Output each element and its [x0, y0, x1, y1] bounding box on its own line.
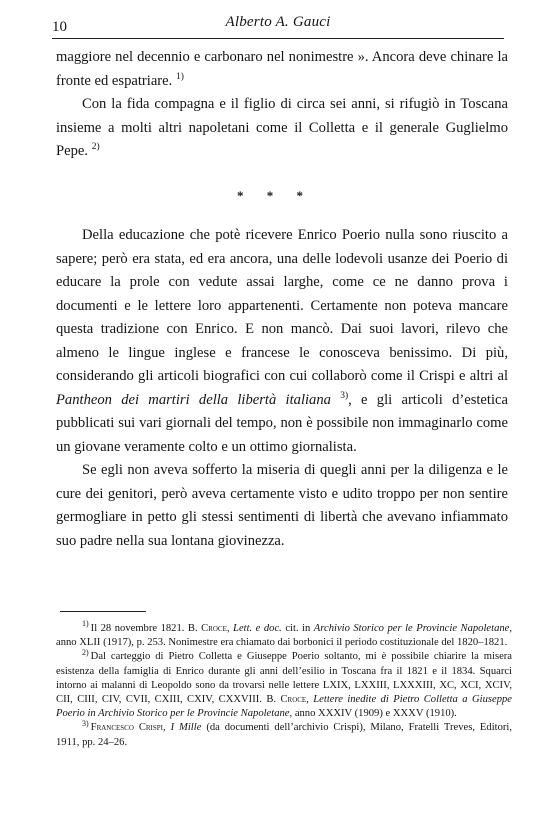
paragraph-text: Con la fida compagna e il figlio di circa sei anni, si rifugiò in Toscana insieme a molti altri napoletani come il Colletta e il generale Guglielmo Pepe.: [56, 96, 508, 159]
italic-title: Pantheon dei martiri della libertà italiana: [56, 391, 331, 408]
paragraph: [56, 93, 508, 164]
footnote-text: (da documenti dell’archivio Crispi), Milano, Fratelli Treves, Editori, 1911, pp. 24–26.: [56, 722, 512, 748]
footnote-rule: [60, 611, 146, 612]
footnote-ref-2[interactable]: 2): [91, 142, 100, 153]
italic-title: Lett. e doc.: [233, 623, 282, 634]
paragraph: [56, 46, 508, 93]
footnote-text: ,: [163, 722, 171, 734]
paragraph: [56, 459, 508, 553]
header-rule: [52, 38, 504, 39]
italic-title: I Mille: [170, 722, 202, 734]
page-number: 10: [52, 19, 67, 35]
footnote-mark: 3): [82, 718, 89, 728]
author-name: Croce: [280, 694, 307, 706]
footnote-text: ,: [226, 623, 234, 634]
footnote-text: , anno XLII (1917), p. 253. Nonimestre era chiamato dai borbonici il periodo costituzionale del 1820–1821.: [56, 623, 513, 649]
footnote-mark: 1): [82, 619, 89, 629]
author-name: Francesco Crispi: [90, 722, 164, 734]
footnote-text: cit. in: [281, 623, 314, 634]
author-name: Croce: [201, 623, 227, 634]
footnote-text: Dal carteggio di Pietro Colletta e Giuseppe Poerio soltanto, mi è possibile chiarire la misera esistenza della famiglia di Enrico durante gli anni dell’esilio in Toscana fra il 1821 e il 1834. Squarci intorno ai malanni di Leopoldo sono da trovarsi nelle lettere LXIX, LXXIII, LXXXIII, XC, XCI, XCIV, CII, CIII, CIV, CVII, CXIII, CXIV, CXXVIII. B.: [56, 651, 512, 706]
section-separator: * * *: [237, 188, 313, 203]
italic-title: Lettere inedite di Pietro Colletta a Giuseppe Poerio in Archivio Storico per le Provincie Napoletane: [56, 694, 513, 720]
paragraph-text: , e gli articoli d’estetica pubblicati sui vari giornali del tempo, non è possibile non immaginarlo come un giovane veramente colto e un ottimo giornalista.: [56, 391, 508, 455]
italic-title: Archivio Storico per le Provincie Napoletane: [313, 623, 510, 634]
footnote-1: [56, 619, 513, 650]
footnotes: [56, 619, 513, 750]
page-header: [52, 14, 504, 36]
footnote-3: [56, 718, 512, 749]
paragraph-text: maggiore nel decennio e carbonaro nel nonimestre ». Ancora deve chinare la fronte ed espatriare.: [56, 49, 508, 89]
running-head: Alberto A. Gauci: [225, 14, 331, 30]
footnote-ref-3[interactable]: 3): [340, 390, 349, 401]
paragraph: [56, 224, 508, 459]
main-text: [56, 224, 508, 553]
footnote-text: ,: [306, 694, 314, 706]
footnote-text: , anno XXXIV (1909) e XXXV (1910).: [289, 708, 457, 720]
footnote-ref-1[interactable]: 1): [175, 71, 184, 82]
continued-paragraph: [56, 46, 508, 164]
paragraph-text: Della educazione che potè ricevere Enrico Poerio nulla sono riuscito a sapere; però era stata, ed era ancora, una delle lodevoli usanze dei Poerio di educare la prole con vedute assai larghe, come ce ne danno prova i documenti e le lettere loro appartenenti. Certamente non poteva mancare questa tradizione con Enrico. E non mancò. Dai suoi lavori, rilevo che almeno le lingue inglese e francese le conosceva benissimo. Di più, considerando gli articoli biografici con cui collaborò come il Crispi e altri al: [56, 227, 508, 384]
footnote-mark: 2): [82, 647, 89, 657]
footnote-2: [56, 647, 513, 721]
paragraph-text: Se egli non aveva sofferto la miseria di quegli anni per la diligenza e le cure dei genitori, però aveva certamente visto e udito troppo per non sentire germogliare in petto gli stessi sentimenti di libertà che avevano infiammato suo padre nella sua lontana giovinezza.: [56, 462, 508, 549]
footnote-text: Il 28 novembre 1821. B.: [90, 623, 202, 634]
